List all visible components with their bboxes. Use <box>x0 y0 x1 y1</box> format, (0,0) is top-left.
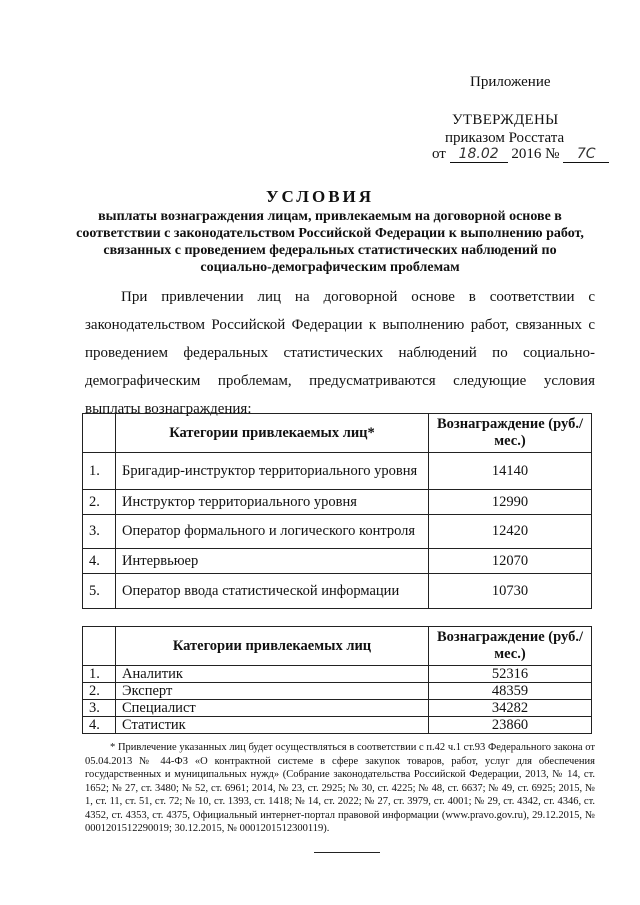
footnote <box>85 741 595 836</box>
table-header-row <box>83 414 592 453</box>
document-subtitle: выплаты вознаграждения лицам, привлекаемым на договорной основе в соответствии с законодательством Российской Федерации к выполнению работ, связанных с проведением федеральных статистических наблюдений по социально-демографическим проблемам <box>76 209 584 275</box>
row-value: 48359 <box>429 683 592 700</box>
row-value: 14140 <box>429 453 592 490</box>
row-value: 34282 <box>429 700 592 717</box>
intro-paragraph <box>85 283 595 423</box>
row-category: Инструктор территориального уровня <box>116 490 429 515</box>
handwritten-date: 18.02 <box>450 146 508 163</box>
table-row <box>83 666 592 683</box>
row-number: 3. <box>83 700 116 717</box>
table-row <box>83 549 592 574</box>
row-category: Бригадир-инструктор территориального уровня <box>116 453 429 490</box>
header-reward: Вознаграждение (руб./мес.) <box>429 414 592 453</box>
row-category: Эксперт <box>116 683 429 700</box>
row-value: 10730 <box>429 574 592 609</box>
row-number: 4. <box>83 717 116 734</box>
header-num-cell <box>83 414 116 453</box>
table-row <box>83 574 592 609</box>
date-prefix: от <box>432 146 446 162</box>
table-header-row <box>83 627 592 666</box>
header-reward: Вознаграждение (руб./мес.) <box>429 627 592 666</box>
header-category: Категории привлекаемых лиц* <box>116 414 429 453</box>
row-category: Специалист <box>116 700 429 717</box>
row-number: 1. <box>83 453 116 490</box>
footnote-text: * Привлечение указанных лиц будет осуществляться в соответствии с п.42 ч.1 ст.93 Федерального закона от 05.04.2013 № 44-ФЗ «О контрактной системе в сфере закупок товаров, работ, услуг для обеспечения государственных и муниципальных нужд» (Собрание законодательства Российской Федерации, 2013, № 14, ст. 1652; № 27, ст. 3480; № 52, ст. 6961; 2014, № 23, ст. 2925; № 30, ст. 4225; № 48, ст. 6637; № 49, ст. 6925; 2015, № 1, ст. 11, ст. 51, ст. 72; № 10, ст. 1393, ст. 1418; № 14, ст. 2022; № 27, ст. 3979, ст. 4001; № 29, ст. 4342, ст. 4346, ст. 4352, ст. 4353, ст. 4375, Официальный интернет-портал правовой информации (www.pravo.gov.ru), 29.12.2015, № 0001201512290019; 30.12.2015, № 0001201512300119). <box>85 742 595 834</box>
header-category: Категории привлекаемых лиц <box>116 627 429 666</box>
row-category: Интервьюер <box>116 549 429 574</box>
row-value: 23860 <box>429 717 592 734</box>
table-row <box>83 683 592 700</box>
rewards-table-1 <box>82 413 592 609</box>
table-row <box>83 717 592 734</box>
row-number: 1. <box>83 666 116 683</box>
row-number: 4. <box>83 549 116 574</box>
header-num-cell <box>83 627 116 666</box>
row-number: 5. <box>83 574 116 609</box>
row-number: 2. <box>83 490 116 515</box>
row-number: 2. <box>83 683 116 700</box>
row-number: 3. <box>83 515 116 549</box>
appendix-label: Приложение <box>470 74 551 90</box>
row-value: 12990 <box>429 490 592 515</box>
order-label: приказом Росстата <box>445 130 565 146</box>
table-row <box>83 515 592 549</box>
document-title: УСЛОВИЯ <box>265 187 375 206</box>
table-row <box>83 700 592 717</box>
order-year: 2016 <box>511 146 542 162</box>
row-value: 12070 <box>429 549 592 574</box>
row-category: Статистик <box>116 717 429 734</box>
row-category: Оператор формального и логического контроля <box>116 515 429 549</box>
row-value: 52316 <box>429 666 592 683</box>
table-row <box>83 490 592 515</box>
row-category: Оператор ввода статистической информации <box>116 574 429 609</box>
number-sign: № <box>545 146 560 162</box>
handwritten-number: 7С <box>563 146 609 163</box>
row-category: Аналитик <box>116 666 429 683</box>
end-separator <box>314 852 380 853</box>
table-row <box>83 453 592 490</box>
approved-label: УТВЕРЖДЕНЫ <box>452 112 559 128</box>
row-value: 12420 <box>429 515 592 549</box>
order-date-line <box>432 146 609 163</box>
rewards-table-2 <box>82 626 592 734</box>
intro-text: При привлечении лиц на договорной основе в соответствии с законодательством Российской Федерации к выполнению работ, связанных с проведением федеральных статистических наблюдений по социально-демографическим проблемам, предусматриваются следующие условия выплаты вознаграждения: <box>85 289 595 417</box>
